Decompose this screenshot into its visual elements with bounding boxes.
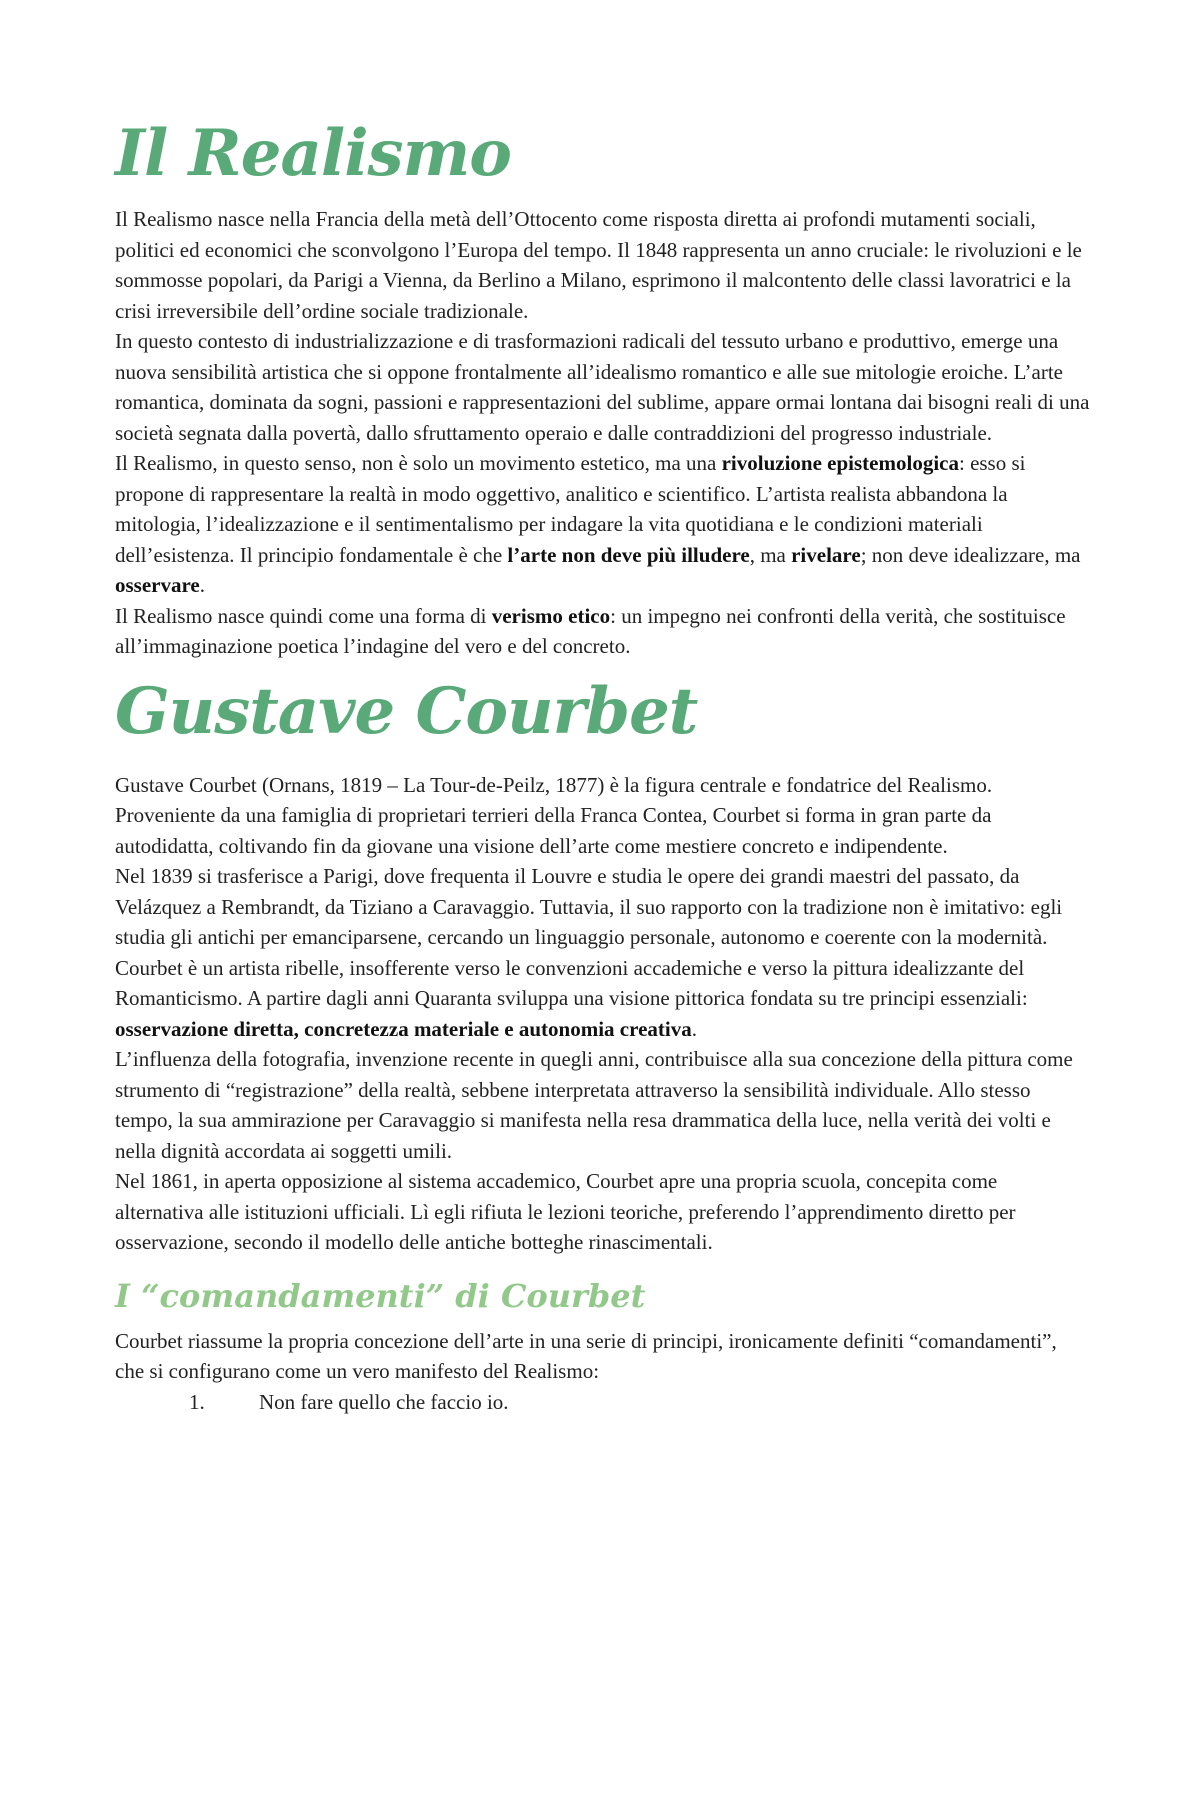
text-segment: : un impegno nei confronti della verità, che sostituisce all’immaginazione poetica l’indagine del vero e del concreto. [115,603,1066,658]
list-item [115,1387,1090,1418]
text-segment: Il Realismo nasce nella Francia della metà dell’Ottocento come risposta diretta ai profondi mutamenti sociali, politici ed economici che sconvolgono l’Europa del tempo. Il 1848 rappresenta un anno cruciale: le rivoluzioni e le sommosse popolari, da Parigi a Vienna, da Berlino a Milano, esprimono il malcontento delle classi lavoratrici e la crisi irreversibile dell’ordine sociale tradizionale. [115,207,1082,323]
document-page [0,118,1200,1814]
text-segment: : esso si propone di rappresentare la realtà in modo oggettivo, analitico e scientifico. L’artista realista abbandona la mitologia, l’idealizzazione e il sentimentalismo per indagare la vita quotidiana e le condizioni materiali dell’esistenza. Il principio fondamentale è che [115,451,1026,567]
section-body-gustave-courbet [115,770,1090,1258]
text-segment: In questo contesto di industrializzazione e di trasformazioni radicali del tessuto urbano e produttivo, emerge una nuova sensibilità artistica che si oppone frontalmente all’idealismo romantico e alle sue mitologie eroiche. L’arte romantica, dominata da sogni, passioni e rappresentazioni del sublime, appare ormai lontana dai bisogni reali di una società segnata dalla povertà, dallo sfruttamento operaio e dalle contraddizioni del progresso industriale. [115,329,1090,445]
text-segment: Il Realismo, in questo senso, non è solo un movimento estetico, ma una [115,451,722,475]
paragraph [115,1166,1090,1258]
paragraph [115,1044,1090,1166]
paragraph [115,953,1090,1045]
section-body-il-realismo [115,204,1090,662]
bold-text: rivoluzione epistemologica [721,451,959,475]
bold-text: l’arte non deve più illudere [507,542,750,567]
bold-text: osservare [115,573,200,597]
text-segment: Nel 1861, in aperta opposizione al sistema accademico, Courbet apre una propria scuola, concepita come alternativa alle istituzioni ufficiali. Lì egli rifiuta le lezioni teoriche, preferendo l’apprendimento diretto per osservazione, secondo il modello delle antiche botteghe rinascimentali. [115,1169,1016,1254]
paragraph [115,204,1090,326]
section-title-gustave-courbet: Gustave Courbet [115,673,698,749]
bold-text: rivelare [791,542,861,567]
paragraph [115,770,1090,862]
text-segment: ; non deve idealizzare, ma [860,542,1081,567]
text-segment: . [199,573,205,597]
section-title-il-realismo: Il Realismo [115,116,511,191]
text-segment: Il Realismo nasce quindi come una forma di [115,603,492,628]
paragraph [115,601,1090,662]
paragraph [115,448,1090,601]
paragraph [115,861,1090,953]
text-segment: Gustave Courbet (Ornans, 1819 – La Tour-de-Peilz, 1877) è la figura centrale e fondatrice del Realismo. Proveniente da una famiglia di proprietari terrieri della Franca Contea, Courbet si forma in gran parte da autodidatta, coltivando fin da giovane una visione dell’arte come mestiere concreto e indipendente. [115,772,993,858]
bold-text: verismo etico [491,603,611,628]
comandamenti-list [115,1387,1090,1418]
comandamenti-intro: Courbet riassume la propria concezione dell’arte in una serie di principi, ironicamente definiti “comandamenti”, che si configurano come un vero manifesto del Realismo: [115,1328,1057,1383]
text-segment: , ma [749,542,792,567]
text-segment: Courbet è un artista ribelle, insofferente verso le convenzioni accademiche e verso la pittura idealizzante del Romanticismo. A partire dagli anni Quaranta sviluppa una visione pittorica fondata su tre principi essenziali: [115,955,1028,1010]
section-body-comandamenti [115,1326,1090,1387]
text-segment: . [691,1016,697,1041]
list-item-number: 1. [189,1389,205,1414]
bold-text: osservazione diretta, concretezza materiale e autonomia creativa [115,1016,692,1041]
text-segment: Nel 1839 si trasferisce a Parigi, dove frequenta il Louvre e studia le opere dei grandi maestri del passato, da Velázquez a Rembrandt, da Tiziano a Caravaggio. Tuttavia, il suo rapporto con la tradizione non è imitativo: egli studia gli antichi per emanciparsene, cercando un linguaggio personale, autonomo e coerente con la modernità. [115,864,1063,949]
paragraph [115,326,1090,448]
list-item-text: Non fare quello che faccio io. [259,1389,509,1414]
section-title-comandamenti: I “comandamenti” di Courbet [115,1276,646,1315]
text-segment: L’influenza della fotografia, invenzione recente in quegli anni, contribuisce alla sua concezione della pittura come strumento di “registrazione” della realtà, sebbene interpretata attraverso la sensibilità individuale. Allo stesso tempo, la sua ammirazione per Caravaggio si manifesta nella resa drammatica della luce, nella verità dei volti e nella dignità accordata ai soggetti umili. [115,1047,1073,1163]
